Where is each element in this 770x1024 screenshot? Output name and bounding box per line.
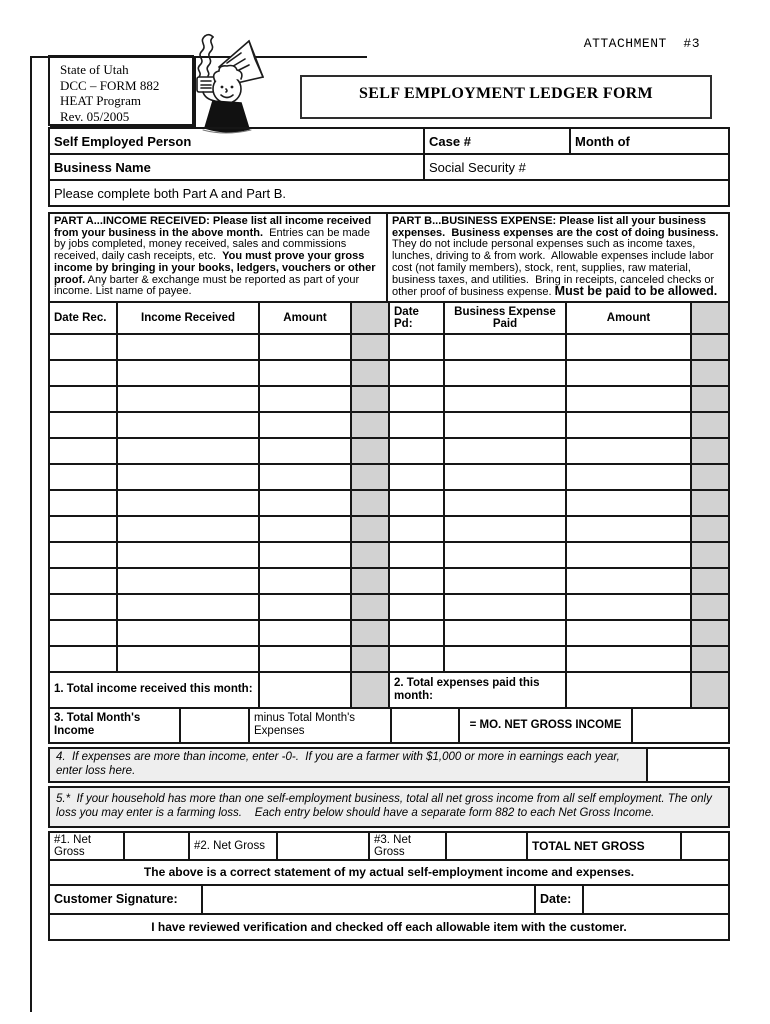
spacer-cell: [351, 620, 389, 646]
ledger-cell-date-paid[interactable]: [389, 594, 444, 620]
ledger-cell-amount-a[interactable]: [259, 412, 351, 438]
ledger-cell-income-received[interactable]: [117, 334, 259, 360]
ledger-cell-date-received[interactable]: [49, 438, 117, 464]
ledger-cell-income-received[interactable]: [117, 464, 259, 490]
ledger-cell-date-paid[interactable]: [389, 620, 444, 646]
note-4-value-cell[interactable]: [647, 748, 729, 782]
total-income-value-cell[interactable]: [259, 672, 351, 708]
col-header-date-rec: Date Rec.: [49, 302, 117, 334]
net-gross-computation-table: [48, 707, 730, 744]
ledger-cell-date-paid[interactable]: [389, 360, 444, 386]
ledger-cell-date-received[interactable]: [49, 334, 117, 360]
spacer-cell: [691, 438, 729, 464]
part-descriptions-table: [48, 212, 730, 303]
ledger-cell-amount-b[interactable]: [566, 360, 691, 386]
spacer-cell: [351, 646, 389, 672]
net-gross-3-value-cell[interactable]: [446, 832, 527, 860]
col-header-income-received: Income Received: [117, 302, 259, 334]
agency-line: HEAT Program: [60, 93, 142, 108]
bookkeeper-clipart-icon: [175, 33, 267, 140]
table-row: [49, 360, 729, 386]
agency-line: Rev. 05/2005: [60, 108, 130, 124]
table-row: [49, 386, 729, 412]
ledger-table: [48, 301, 730, 709]
note-5-text: 5.* If your household has more than one self-employment business, total all net gross income from all self employment. The only loss you may enter is a farming loss. Each entry below should have a separate form 882 to each Net Gross Income.: [49, 787, 729, 827]
ledger-cell-date-paid[interactable]: [389, 542, 444, 568]
net-gross-2-value-cell[interactable]: [277, 832, 369, 860]
note-4-text: 4. If expenses are more than income, enter -0-. If you are a farmer with $1,000 or more in earnings each year, enter loss here.: [49, 748, 647, 782]
spacer-cell: [351, 412, 389, 438]
spacer-cell: [351, 386, 389, 412]
ledger-cell-amount-a[interactable]: [259, 334, 351, 360]
ledger-cell-amount-a[interactable]: [259, 646, 351, 672]
ledger-cell-amount-b[interactable]: [566, 490, 691, 516]
ledger-cell-date-paid[interactable]: [389, 438, 444, 464]
ledger-cell-date-paid[interactable]: [389, 490, 444, 516]
net-gross-3-label: #3. Net Gross: [369, 832, 446, 860]
table-row: [49, 334, 729, 360]
form-title-box: [300, 75, 712, 119]
ledger-cell-amount-a[interactable]: [259, 594, 351, 620]
ledger-cell-income-received[interactable]: [117, 490, 259, 516]
statement-text: The above is a correct statement of my actual self-employment income and expenses.: [49, 860, 729, 885]
ledger-cell-amount-b[interactable]: [566, 568, 691, 594]
part-b-regular: They do not include personal expenses such as income taxes, lunches, driving to & from work. Allowable expenses include labor cost (not family members), stock, rent, supplies, raw material, business taxes, and utilities. Bring in receipts, canceled checks or other proof of business expense.: [392, 226, 725, 299]
instruction-text: Please complete both Part A and Part B.: [49, 180, 729, 206]
part-a-description: [49, 213, 387, 302]
ledger-cell-income-received[interactable]: [117, 438, 259, 464]
spacer-cell: [691, 542, 729, 568]
total-net-gross-value-cell[interactable]: [681, 832, 729, 860]
ledger-cell-date-received[interactable]: [49, 594, 117, 620]
ledger-cell-date-received[interactable]: [49, 620, 117, 646]
ledger-cell-expense-paid[interactable]: [444, 438, 566, 464]
spacer-cell: [691, 620, 729, 646]
ledger-cell-income-received[interactable]: [117, 620, 259, 646]
info-table: [48, 127, 730, 207]
spacer-cell: [691, 568, 729, 594]
spacer-cell: [691, 516, 729, 542]
total-income-label: 1. Total income received this month:: [49, 672, 259, 708]
attachment-label: ATTACHMENT #3: [583, 36, 700, 51]
ledger-cell-date-paid[interactable]: [389, 334, 444, 360]
page-left-rule: [30, 56, 32, 1012]
ledger-cell-amount-a[interactable]: [259, 620, 351, 646]
table-row: [49, 412, 729, 438]
net-gross-1-value-cell[interactable]: [124, 832, 189, 860]
total-month-expenses-value-cell[interactable]: [391, 708, 459, 743]
ledger-cell-amount-b[interactable]: [566, 438, 691, 464]
ledger-cell-amount-a[interactable]: [259, 464, 351, 490]
spacer-cell: [691, 386, 729, 412]
ledger-cell-date-paid[interactable]: [389, 464, 444, 490]
part-b-description: [387, 213, 729, 302]
col-header-date-pd: Date Pd:: [389, 302, 444, 334]
table-row: [49, 646, 729, 672]
table-row: [49, 620, 729, 646]
net-gross-2-label: #2. Net Gross: [189, 832, 277, 860]
table-row: [49, 568, 729, 594]
spacer-cell: [691, 490, 729, 516]
ledger-cell-expense-paid[interactable]: [444, 490, 566, 516]
ledger-cell-amount-b[interactable]: [566, 386, 691, 412]
ledger-cell-date-received[interactable]: [49, 464, 117, 490]
page-title: SELF EMPLOYMENT LEDGER FORM: [359, 85, 653, 102]
customer-signature-label: Customer Signature:: [49, 885, 202, 914]
table-row: [49, 594, 729, 620]
col-header-amount-a: Amount: [259, 302, 351, 334]
field-business-name[interactable]: Business Name: [49, 154, 424, 180]
part-b-bold-lead: PART B...BUSINESS EXPENSE: Please list all your business expenses. Business expenses are the cost of doing business.: [392, 215, 719, 239]
ledger-cell-expense-paid[interactable]: [444, 464, 566, 490]
ledger-cell-expense-paid[interactable]: [444, 568, 566, 594]
part-a-bold-lead: PART A...INCOME RECEIVED: Please list all income received from your business in the above month.: [54, 215, 375, 239]
customer-signature-field[interactable]: [202, 885, 535, 914]
spacer-cell: [691, 464, 729, 490]
ledger-cell-expense-paid[interactable]: [444, 594, 566, 620]
spacer-cell: [691, 672, 729, 708]
date-field[interactable]: [583, 885, 729, 914]
signature-table: [48, 884, 730, 915]
ledger-cell-date-received[interactable]: [49, 360, 117, 386]
part-a-regular: Entries can be made by jobs completed, money received, sales and commissions received, daily cash receipts, etc.: [54, 226, 374, 263]
ledger-cell-income-received[interactable]: [117, 568, 259, 594]
spacer-cell: [351, 334, 389, 360]
ledger-cell-expense-paid[interactable]: [444, 386, 566, 412]
ledger-cell-income-received[interactable]: [117, 360, 259, 386]
agency-box: [48, 55, 194, 126]
col-header-amount-b: Amount: [566, 302, 691, 334]
spacer-cell: [691, 594, 729, 620]
ledger-cell-date-received[interactable]: [49, 490, 117, 516]
date-label: Date:: [535, 885, 583, 914]
ledger-cell-expense-paid[interactable]: [444, 646, 566, 672]
ledger-cell-date-received[interactable]: [49, 386, 117, 412]
ledger-cell-amount-b[interactable]: [566, 334, 691, 360]
part-a-bold-proof: You must prove your gross income by bringing in your books, ledgers, vouchers or other proof.: [54, 250, 379, 286]
ledger-cell-date-received[interactable]: [49, 516, 117, 542]
spacer-cell: [351, 542, 389, 568]
spacer-cell: [351, 568, 389, 594]
ledger-cell-income-received[interactable]: [117, 412, 259, 438]
net-gross-entries-table: [48, 831, 730, 861]
ledger-cell-date-received[interactable]: [49, 412, 117, 438]
table-row: [49, 464, 729, 490]
reviewed-text: I have reviewed verification and checked off each allowable item with the customer.: [49, 914, 729, 940]
table-row: [49, 542, 729, 568]
spacer-cell: [691, 334, 729, 360]
field-month-of[interactable]: Month of: [570, 128, 729, 154]
ledger-body: [49, 334, 729, 672]
spacer-cell: [351, 438, 389, 464]
note-5-table: [48, 786, 730, 828]
ledger-cell-income-received[interactable]: [117, 646, 259, 672]
ledger-cell-amount-b[interactable]: [566, 646, 691, 672]
ledger-cell-income-received[interactable]: [117, 594, 259, 620]
ledger-cell-amount-a[interactable]: [259, 542, 351, 568]
ledger-cell-date-paid[interactable]: [389, 412, 444, 438]
net-gross-1-label: #1. Net Gross: [49, 832, 124, 860]
total-expense-label: 2. Total expenses paid this month:: [389, 672, 566, 708]
ledger-cell-expense-paid[interactable]: [444, 620, 566, 646]
spacer-cell: [691, 360, 729, 386]
ledger-cell-amount-b[interactable]: [566, 516, 691, 542]
spacer-cell: [351, 360, 389, 386]
minus-expenses-label: minus Total Month's Expenses: [249, 708, 391, 743]
ledger-cell-date-paid[interactable]: [389, 386, 444, 412]
ledger-cell-expense-paid[interactable]: [444, 334, 566, 360]
spacer-cell: [691, 646, 729, 672]
statement-table: [48, 859, 730, 886]
table-row: [49, 516, 729, 542]
field-case-number[interactable]: Case #: [424, 128, 570, 154]
ledger-cell-date-received[interactable]: [49, 568, 117, 594]
reviewed-table: [48, 913, 730, 941]
part-b-bold-paid: Must be paid to be allowed.: [554, 284, 718, 299]
total-month-income-label: 3. Total Month's Income: [49, 708, 180, 743]
agency-line: DCC – FORM 882: [60, 77, 160, 93]
table-row: [49, 490, 729, 516]
spacer-cell: [351, 490, 389, 516]
field-social-security[interactable]: Social Security #: [424, 154, 729, 180]
spacer-header-cell: [351, 302, 389, 334]
spacer-cell: [351, 672, 389, 708]
note-4-table: [48, 747, 730, 783]
total-net-gross-label: TOTAL NET GROSS: [527, 832, 681, 860]
ledger-cell-expense-paid[interactable]: [444, 360, 566, 386]
ledger-cell-income-received[interactable]: [117, 516, 259, 542]
spacer-cell: [351, 594, 389, 620]
agency-line: State of Utah: [60, 62, 129, 77]
ledger-cell-amount-b[interactable]: [566, 412, 691, 438]
spacer-header-cell: [691, 302, 729, 334]
total-month-income-value-cell[interactable]: [180, 708, 249, 743]
mo-net-gross-label: = MO. NET GROSS INCOME: [459, 708, 632, 743]
col-header-expense-paid: Business Expense Paid: [444, 302, 566, 334]
ledger-cell-date-received[interactable]: [49, 542, 117, 568]
ledger-cell-amount-a[interactable]: [259, 360, 351, 386]
ledger-cell-amount-a[interactable]: [259, 516, 351, 542]
ledger-cell-date-paid[interactable]: [389, 516, 444, 542]
table-row: [49, 438, 729, 464]
ledger-cell-amount-b[interactable]: [566, 542, 691, 568]
spacer-cell: [351, 516, 389, 542]
ledger-cell-amount-a[interactable]: [259, 490, 351, 516]
spacer-cell: [351, 464, 389, 490]
ledger-cell-date-paid[interactable]: [389, 568, 444, 594]
part-a-regular-tail: Any barter & exchange must be reported as part of your income. List name of payee.: [54, 273, 363, 298]
field-self-employed-person[interactable]: Self Employed Person: [49, 128, 424, 154]
ledger-cell-date-received[interactable]: [49, 646, 117, 672]
ledger-cell-amount-a[interactable]: [259, 386, 351, 412]
ledger-cell-amount-a[interactable]: [259, 438, 351, 464]
ledger-cell-date-paid[interactable]: [389, 646, 444, 672]
total-expense-value-cell[interactable]: [566, 672, 691, 708]
ledger-cell-expense-paid[interactable]: [444, 412, 566, 438]
ledger-cell-expense-paid[interactable]: [444, 542, 566, 568]
ledger-cell-amount-b[interactable]: [566, 464, 691, 490]
ledger-cell-income-received[interactable]: [117, 542, 259, 568]
mo-net-gross-value-cell[interactable]: [632, 708, 729, 743]
spacer-cell: [691, 412, 729, 438]
ledger-cell-income-received[interactable]: [117, 386, 259, 412]
ledger-cell-amount-b[interactable]: [566, 594, 691, 620]
ledger-cell-amount-a[interactable]: [259, 568, 351, 594]
ledger-cell-amount-b[interactable]: [566, 620, 691, 646]
ledger-cell-expense-paid[interactable]: [444, 516, 566, 542]
